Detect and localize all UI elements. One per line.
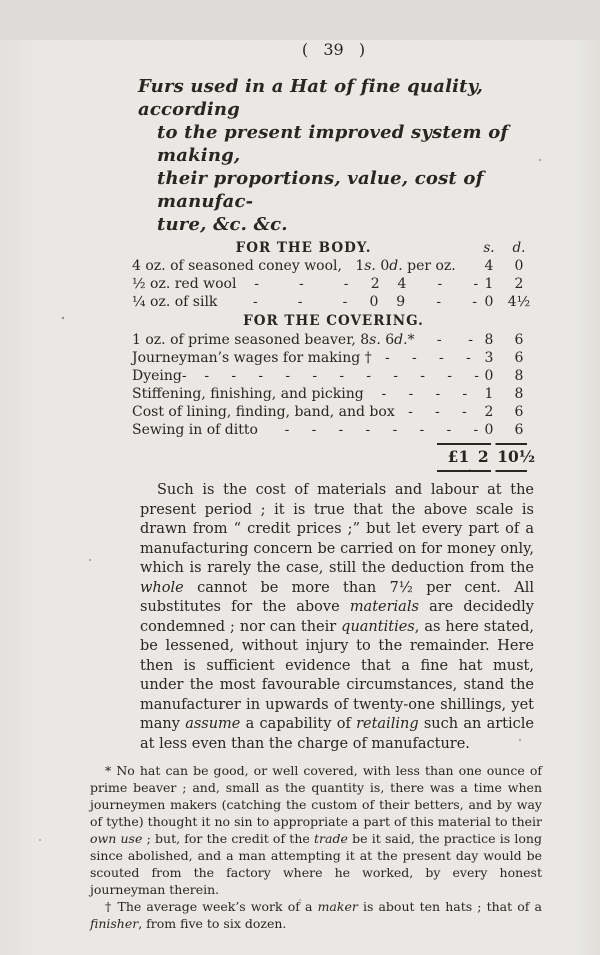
- heading-line-2: to the present improved system of making,: [157, 122, 509, 166]
- col-pence: 4½: [507, 294, 531, 310]
- col-pence: 6: [514, 350, 524, 366]
- col-pence: 6: [514, 404, 524, 420]
- section-title-covering: FOR THE COVERING.: [243, 313, 424, 329]
- table-row-wages: [132, 349, 535, 367]
- row-label: Cost of lining, finding, band, and box - - -: [132, 404, 467, 420]
- col-pence: 6: [514, 422, 524, 438]
- footnote-asterisk: * No hat can be good, or well covered, with less than one ounce of prime beaver ; and, small as the quantity is, there was a time when journeymen makers (catching the custom of their betters, and by way of tythe) thought it no sin to appropriate a part of this material to their own use ; but, for the credit of the trade be it said, the practice is long since abolished, and a man attempting it at the present day would be scouted from the factory where he worked, by every honest journeyman therein.: [90, 763, 542, 897]
- table-row-beaver: [132, 331, 535, 349]
- col-shillings: 4: [484, 258, 494, 274]
- section-header-body: [132, 239, 535, 257]
- row-label: 1 oz. of prime seasoned beaver, 8s. 6d.* - -: [132, 332, 474, 348]
- row-label: ½ oz. red wool - - - 2 4 - -: [132, 276, 479, 292]
- col-shillings: 1: [484, 386, 494, 402]
- table-row-coney-wool: [132, 257, 535, 275]
- col-pence: 0: [514, 258, 524, 274]
- chapter-heading: [138, 75, 540, 236]
- table-row-stiffening: [132, 385, 535, 403]
- col-pence: 8: [514, 386, 524, 402]
- col-pence: 8: [514, 368, 524, 384]
- table-row-silk: [132, 293, 535, 311]
- col-shillings: 8: [484, 332, 494, 348]
- total-rule-top: [437, 443, 527, 445]
- page-number: ( 39 ): [301, 40, 366, 59]
- row-label: Journeyman’s wages for making † - - - -: [132, 350, 471, 366]
- table-row-sewing: [132, 421, 535, 439]
- col-shillings: 3: [484, 350, 494, 366]
- row-label: Dyeing- - - - - - - - - - - -: [132, 368, 479, 384]
- row-label: Sewing in of ditto - - - - - - - -: [132, 422, 479, 438]
- total-shillings: 2: [477, 447, 489, 466]
- col-pence: 2: [514, 276, 524, 292]
- section-title-body: FOR THE BODY.: [235, 240, 372, 256]
- row-label: Stiffening, finishing, and picking - - - -: [132, 386, 468, 402]
- table-row-lining: [132, 403, 535, 421]
- heading-line-1: Furs used in a Hat of fine quality, according: [138, 76, 484, 120]
- row-label: ¼ oz. of silk - - - 0 9 - -: [132, 294, 477, 310]
- total-pounds: £1: [447, 447, 470, 466]
- col-shillings: 0: [484, 294, 494, 310]
- total-row: [132, 446, 535, 467]
- book-page-scan: [0, 40, 600, 955]
- heading-line-3: their proportions, value, cost of manufac-: [157, 168, 484, 212]
- col-shillings: 2: [484, 404, 494, 420]
- total-rule-bottom: [437, 470, 527, 472]
- table-row-dyeing: [132, 367, 535, 385]
- total-pence: 10½: [497, 447, 535, 466]
- table-row-red-wool: [132, 275, 535, 293]
- footnote-dagger: † The average week’s work of a maker is about ten hats ; that of a finisher, from five to six dozen.: [90, 899, 542, 931]
- col-pence: 6: [514, 332, 524, 348]
- main-paragraph: Such is the cost of materials and labour at the present period ; it is true that the above scale is drawn from “ credit prices ;” but let every part of a manufacturing concern be carried on for money only, which is rarely the case, still the deduction from the whole cannot be more than 7½ per cent. All substitutes for the above materials are decidedly condemned ; nor can their quantities, as here stated, be lessened, without injury to the remainder. Here then is sufficient evidence that a fine hat must, under the most favourable circumstances, stand the manufacturer in upwards of twenty-one shillings, yet many assume a capability of retailing such an article at less even than the charge of manufacture.: [140, 482, 534, 752]
- heading-line-4: ture, &c. &c.: [157, 214, 288, 235]
- footnotes: [90, 762, 542, 932]
- cost-table: [132, 239, 535, 472]
- column-header-shillings: s.: [483, 240, 495, 256]
- column-header-pence: d.: [512, 240, 526, 256]
- col-shillings: 0: [484, 368, 494, 384]
- col-shillings: 0: [484, 422, 494, 438]
- row-label: 4 oz. of seasoned coney wool, 1s. 0d. per oz.: [132, 258, 456, 274]
- col-shillings: 1: [484, 276, 494, 292]
